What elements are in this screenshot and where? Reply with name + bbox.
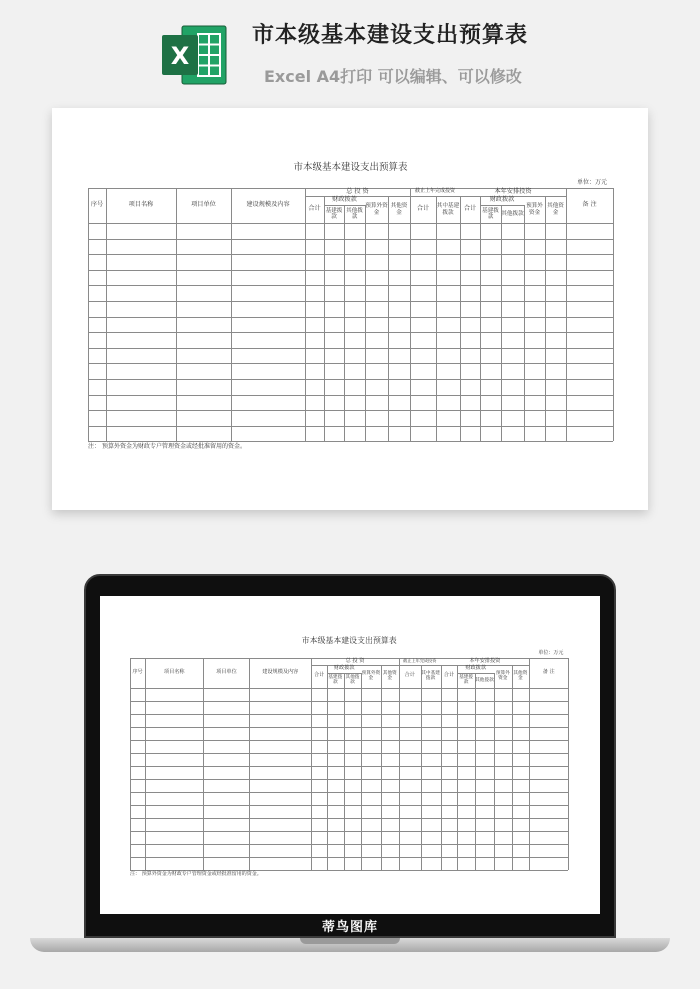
grid-line	[388, 196, 389, 441]
grid-line	[421, 665, 422, 870]
grid-line	[88, 301, 613, 302]
grid-line	[130, 779, 568, 780]
page-title: 市本级基本建设支出预算表	[252, 23, 529, 48]
grid-line	[130, 766, 568, 767]
header-cell: 合计	[404, 672, 415, 679]
grid-line	[344, 205, 345, 441]
header-cell: 基建拨款	[328, 674, 343, 686]
header-cell: 项目名称	[128, 201, 154, 209]
note-label: 注：	[88, 443, 101, 451]
grid-line	[545, 196, 546, 441]
grid-line	[457, 665, 458, 870]
grid-line	[130, 714, 568, 715]
header-cell: 基建拨款	[325, 207, 343, 220]
grid-line	[231, 188, 232, 441]
grid-line	[88, 285, 613, 286]
laptop-notch	[300, 938, 400, 944]
grid-line	[327, 665, 328, 870]
grid-line	[145, 658, 146, 870]
grid-line	[130, 857, 568, 858]
svg-text:X: X	[170, 42, 190, 70]
header-cell: 序号	[132, 669, 143, 676]
grid-line	[399, 658, 400, 870]
grid-line	[512, 665, 513, 870]
grid-line	[130, 701, 568, 702]
header-cell: 备 注	[542, 669, 555, 676]
header-cell: 本年安排投资	[494, 187, 532, 195]
header-cell: 财政拨款	[333, 664, 355, 671]
header-cell: 项目名称	[163, 669, 185, 676]
header-cell: 合计	[313, 672, 325, 679]
spreadsheet-preview	[52, 108, 648, 510]
laptop-mockup	[0, 560, 700, 989]
grid-line	[475, 673, 476, 870]
grid-line	[130, 753, 568, 754]
header-cell: 截止上年完成投资	[414, 188, 455, 195]
excel-icon	[160, 22, 228, 88]
grid-line	[88, 239, 613, 240]
note-text: 预算外资金为财政专户管理资金或经批准留用的资金。	[102, 443, 247, 451]
laptop-screen	[100, 596, 600, 914]
grid-line	[106, 188, 107, 441]
laptop-brand: 蒂鸟图库	[321, 920, 378, 935]
header-cell: 备 注	[582, 201, 597, 209]
grid-line	[88, 348, 613, 349]
grid-line	[130, 740, 568, 741]
grid-line	[410, 188, 411, 441]
grid-line	[480, 196, 481, 441]
grid-line	[568, 658, 569, 870]
grid-line	[130, 658, 131, 870]
grid-line	[130, 805, 568, 806]
header-cell: 其他资金	[390, 203, 408, 216]
header-cell: 项目单位	[191, 201, 216, 209]
grid-line	[305, 188, 306, 441]
grid-line	[494, 673, 495, 870]
grid-line	[88, 254, 613, 255]
grid-line	[460, 196, 461, 441]
header-cell: 财政拨款	[465, 664, 486, 671]
grid-line	[501, 205, 502, 441]
header-cell: 预算外资金	[361, 671, 381, 682]
grid-line	[441, 665, 442, 870]
header-cell: 其他拨款	[346, 207, 363, 220]
sheet-title: 市本级基本建设支出预算表	[301, 636, 397, 646]
header-cell: 其他资金	[513, 671, 528, 682]
grid-line	[344, 673, 345, 870]
header-cell: 合计	[416, 205, 430, 213]
header-cell: 基建拨款	[482, 207, 499, 220]
grid-line	[88, 223, 613, 224]
grid-line	[613, 188, 614, 441]
sheet-title: 市本级基本建设支出预算表	[293, 161, 408, 173]
header-cell: 合计	[443, 672, 455, 679]
grid-line	[324, 196, 325, 441]
grid-line	[88, 188, 89, 441]
header-cell: 本年安排投资	[469, 657, 501, 664]
header-cell: 序号	[90, 201, 104, 209]
grid-line	[130, 818, 568, 819]
grid-line	[88, 363, 613, 364]
header-cell: 其中基建拨款	[421, 671, 440, 682]
note-text: 预算外资金为财政专户管理资金或经批准留用的资金。	[141, 871, 262, 878]
header-cell: 预算外资金	[365, 203, 388, 216]
header-cell: 项目单位	[216, 669, 237, 676]
sheet-unit: 单位：万元	[576, 178, 607, 186]
sheet-unit: 单位：万元	[538, 650, 564, 657]
grid-line	[203, 658, 204, 870]
header-cell: 其他拨款	[345, 674, 360, 686]
grid-line	[130, 831, 568, 832]
laptop-lid	[84, 574, 616, 938]
header-cell: 建设规模及内容	[262, 669, 299, 676]
header	[0, 0, 700, 100]
grid-line	[566, 188, 567, 441]
grid-line	[365, 205, 366, 441]
grid-line	[88, 332, 613, 333]
grid-line	[436, 196, 437, 441]
grid-line	[361, 673, 362, 870]
header-cell: 合计	[463, 205, 477, 213]
grid-line	[88, 270, 613, 271]
grid-line	[88, 426, 613, 427]
header-cell: 建设规模及内容	[246, 201, 290, 209]
note-label: 注：	[130, 871, 141, 878]
grid-line	[88, 379, 613, 380]
header-cell: 其中基建拨款	[436, 203, 460, 216]
header-cell: 预算外资金	[526, 203, 543, 216]
header-cell: 总 投 资	[346, 187, 369, 195]
grid-line	[529, 658, 530, 870]
header-cell: 预算外资金	[495, 671, 510, 682]
grid-line	[130, 727, 568, 728]
header-cell: 财政拨款	[489, 196, 515, 204]
header-cell: 其他资金	[547, 203, 564, 216]
header-cell: 财政拨款	[332, 196, 357, 204]
grid-line	[524, 205, 525, 441]
grid-line	[130, 688, 568, 689]
header-cell: 截止上年完成投资	[403, 658, 437, 664]
grid-line	[311, 658, 312, 870]
grid-line	[88, 410, 613, 411]
grid-line	[381, 665, 382, 870]
header-cell: 总 投 资	[345, 657, 365, 664]
page-subtitle: Excel A4打印 可以编辑、可以修改	[264, 67, 522, 86]
header-cell: 基建拨款	[459, 674, 474, 686]
header-cell: 合计	[308, 205, 321, 213]
grid-line	[130, 792, 568, 793]
grid-line	[88, 395, 613, 396]
grid-line	[176, 188, 177, 441]
grid-line	[249, 658, 250, 870]
header-cell: 其他资金	[382, 671, 397, 682]
grid-line	[88, 317, 613, 318]
header-cell: 其他拨款	[475, 677, 494, 683]
grid-line	[130, 844, 568, 845]
header-cell: 其他拨款	[501, 210, 524, 217]
